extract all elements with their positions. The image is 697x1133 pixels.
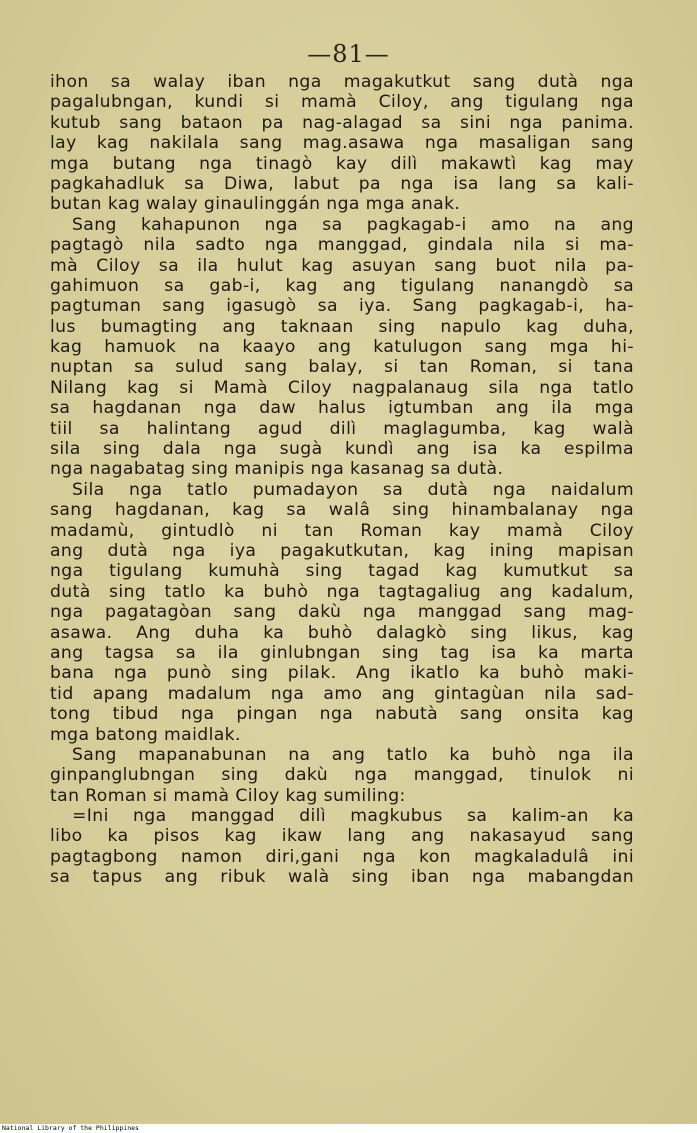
text-line: lus bumagting ang taknaan sing napulo kag duha, (50, 316, 634, 337)
library-credit: National Library of the Philippines (2, 1124, 139, 1132)
text-line: nuptan sa sulud sang balay, si tan Roman, si tana (50, 357, 634, 378)
text-line: pagtuman sang igasugò sa iya. Sang pagkagab-i, ha- (50, 296, 634, 317)
text-line: Sang kahapunon nga sa pagkagab-i amo na ang (72, 214, 634, 235)
text-line: tid apang madalum nga amo ang gintagùan nila sad- (50, 683, 634, 704)
text-line: pagtagbong namon diri,gani nga kon magkaladulâ ini (50, 846, 634, 867)
text-line: sila sing dala nga sugà kundì ang isa ka espilma (50, 439, 634, 460)
text-line: nga nagabatag sing manipis nga kasanag sa dutà. (50, 459, 504, 480)
text-line: pagtagò nila sadto nga manggad, gindala nila si ma- (50, 235, 634, 256)
text-line: libo ka pisos kag ikaw lang ang nakasayud sang (50, 826, 634, 847)
text-line: asawa. Ang duha ka buhò dalagkò sing likus, kag (50, 622, 634, 643)
text-line: ang tagsa sa ila ginlubngan sing tag isa ka marta (50, 642, 634, 663)
text-line: Sang mapanabunan na ang tatlo ka buhò nga ila (72, 744, 634, 765)
text-line: ang dutà nga iya pagakutkutan, kag ining mapisan (50, 540, 634, 561)
text-line: Nilang kag si Mamà Ciloy nagpalanaug sila nga tatlo (50, 377, 634, 398)
text-line: tong tibud nga pingan nga nabutà sang onsita kag (50, 704, 634, 725)
text-line: kutub sang bataon pa nag-alagad sa sini nga panima. (50, 112, 634, 133)
text-line: tiil sa halintang agud dilì maglagumba, kag walà (50, 418, 634, 439)
text-line: Sila nga tatlo pumadayon sa dutà nga naidalum (72, 479, 634, 500)
text-line: dutà sing tatlo ka buhò nga tagtagaliug ang kadalum, (50, 581, 634, 602)
body-text (50, 72, 634, 888)
text-line: nga tigulang kumuhà sing tagad kag kumutkut sa (50, 561, 634, 582)
text-line: nga pagatagòan sang dakù nga manggad sang mag- (50, 602, 634, 623)
text-line: mà Ciloy sa ila hulut kag asuyan sang buot nila pa- (50, 255, 634, 276)
text-line: butan kag walay ginaulinggán nga mga anak. (50, 194, 461, 215)
text-line: mga butang nga tinagò kay dilì makawtì kag may (50, 153, 634, 174)
text-line: madamù, gintudlò ni tan Roman kay mamà Ciloy (50, 520, 634, 541)
text-line: tan Roman si mamà Ciloy kag sumiling: (50, 785, 406, 806)
text-line: ihon sa walay iban nga magakutkut sang dutà nga (50, 72, 634, 92)
text-line: mga batong maidlak. (50, 724, 241, 745)
text-line: kag hamuok na kaayo ang katulugon sang mga hi- (50, 337, 634, 358)
text-line: pagkahadluk sa Diwa, labut pa nga isa lang sa kali- (50, 173, 634, 194)
text-line: lay kag nakilala sang mag.asawa nga masaligan sang (50, 133, 634, 154)
text-line: sa hagdanan nga daw halus igtumban ang ila mga (50, 398, 634, 419)
text-line: =Ini nga manggad dilì magkubus sa kalim-an ka (72, 806, 634, 827)
text-line: bana nga punò sing pilak. Ang ikatlo ka buhò maki- (50, 663, 634, 684)
page-number: —81— (307, 40, 390, 68)
text-line: gahimuon sa gab-i, kag ang tigulang nanangdò sa (50, 275, 634, 296)
text-line: sa tapus ang ribuk walà sing iban nga mabangdan (50, 867, 634, 888)
text-line: sang hagdanan, kag sa walâ sing hinambalanay nga (50, 500, 634, 521)
text-line: pagalubngan, kundi si mamà Ciloy, ang tigulang nga (50, 92, 634, 113)
text-line: ginpanglubngan sing dakù nga manggad, tinulok ni (50, 765, 634, 786)
